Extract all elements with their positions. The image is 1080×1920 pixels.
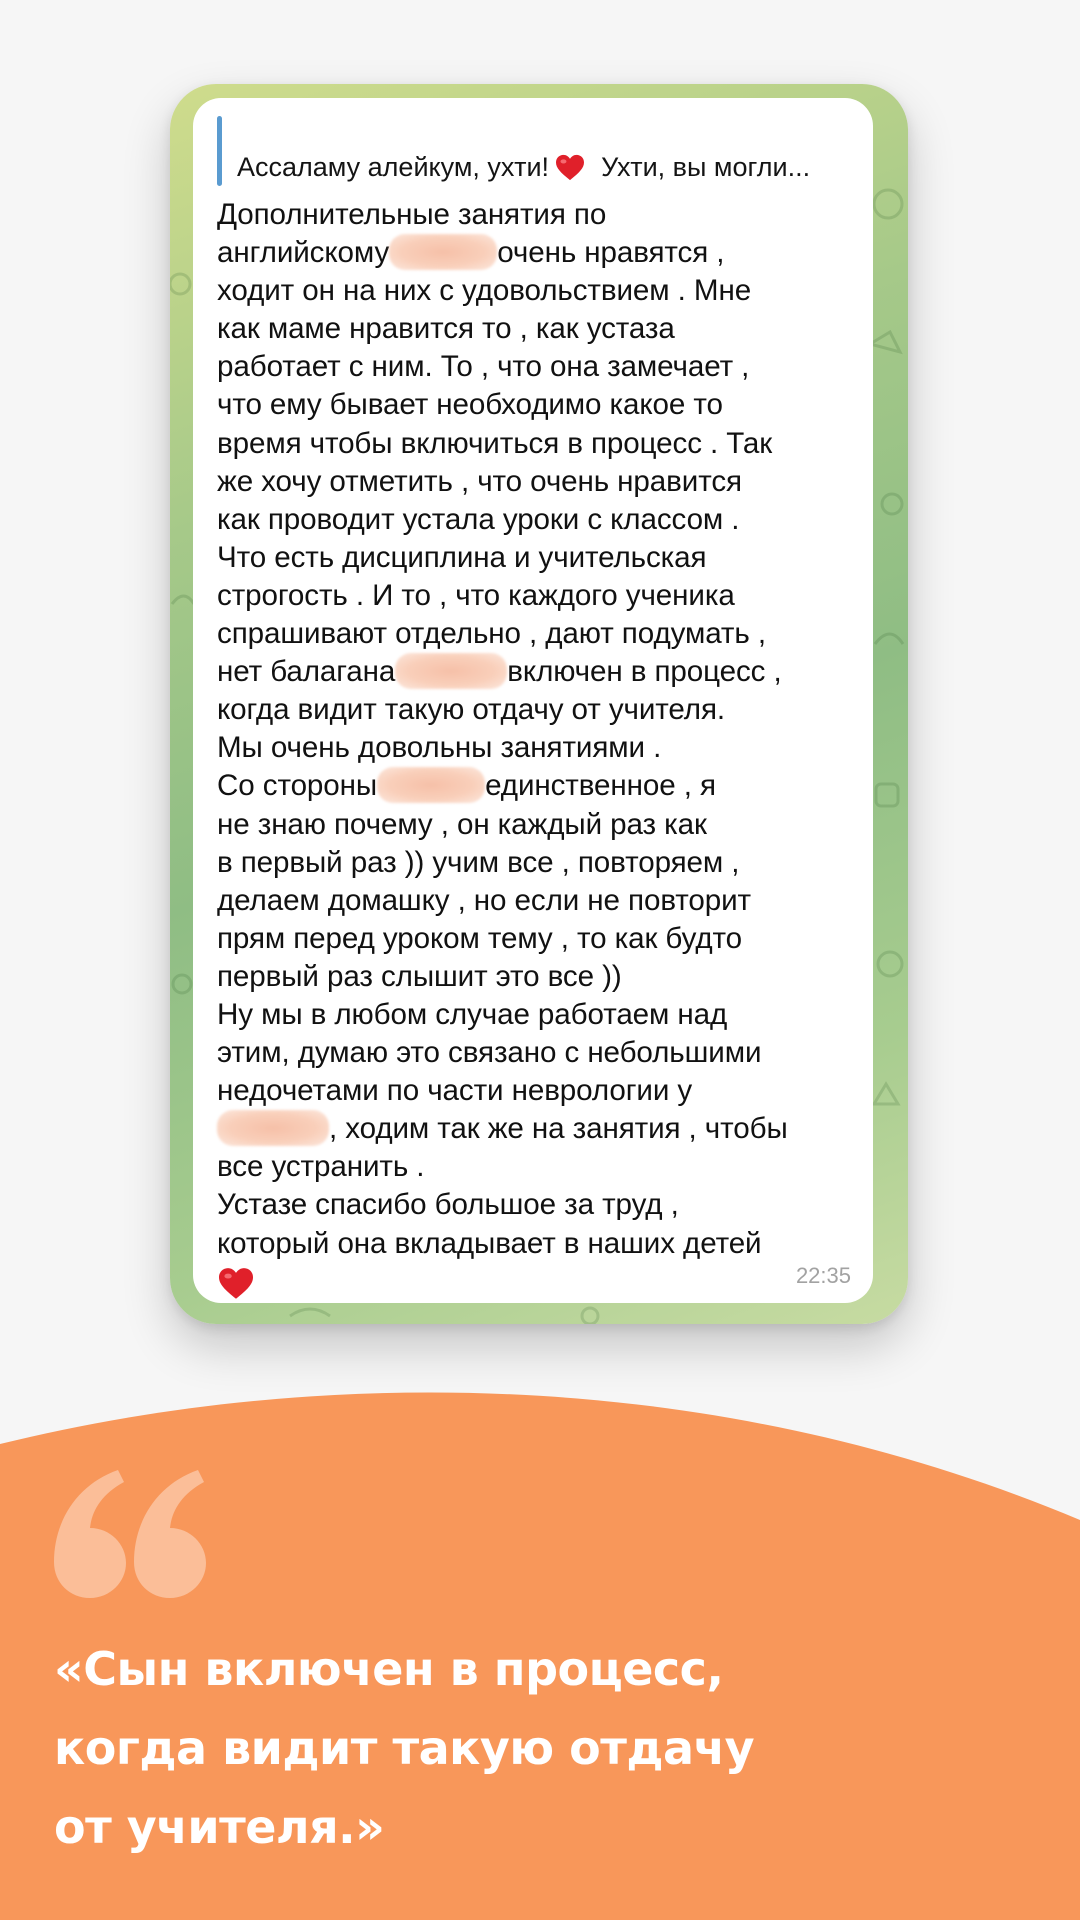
message-line: как маме нравится то , как устаза xyxy=(217,312,675,346)
message-line: Устазе спасибо большое за труд , xyxy=(217,1188,679,1222)
quote-line: «Сын включен в процесс, xyxy=(54,1642,724,1696)
message-line xyxy=(217,234,857,272)
redacted-name xyxy=(389,234,497,270)
message-line: первый раз слышит это все )) xyxy=(217,959,622,993)
message-line: который она вкладывает в наших детей xyxy=(217,1226,762,1260)
message-line xyxy=(217,1110,857,1148)
message-line: как проводит устала уроки с классом . xyxy=(217,502,740,536)
message-line-part: , ходим так же на занятия , чтобы xyxy=(329,1112,788,1146)
message-line: Ну мы в любом случае работаем над xyxy=(217,997,728,1031)
message-line: спрашивают отдельно , дают подумать , xyxy=(217,617,766,651)
redacted-name xyxy=(395,653,507,689)
message-line: когда видит такую отдачу от учителя. xyxy=(217,693,725,727)
quote-line: когда видит такую отдачу xyxy=(54,1721,755,1775)
message-line: время чтобы включиться в процесс . Так xyxy=(217,426,773,460)
message-line: Мы очень довольны занятиями . xyxy=(217,731,662,765)
message-line: что ему бывает необходимо какое то xyxy=(217,388,723,422)
redacted-name xyxy=(377,767,485,803)
message-line xyxy=(217,653,857,691)
message-line: строгость . И то , что каждого ученика xyxy=(217,578,735,612)
message-line: работает с ним. То , что она замечает , xyxy=(217,350,750,384)
message-line: недочетами по части неврологии у xyxy=(217,1074,693,1108)
message-line: не знаю почему , он каждый раз как xyxy=(217,807,707,841)
message-line-part: включен в процесс , xyxy=(507,655,782,689)
message-line: в первый раз )) учим все , повторяем , xyxy=(217,845,740,879)
quote-panel xyxy=(0,1380,1080,1920)
quote-mark-icon xyxy=(54,1470,206,1598)
message-line-part: Со стороны xyxy=(217,769,378,803)
redacted-name xyxy=(217,1110,329,1146)
message-line-part: нет балагана xyxy=(217,655,396,689)
message-line: этим, думаю это связано с небольшими xyxy=(217,1036,762,1070)
heart-emoji-icon xyxy=(217,1267,255,1301)
message-line: Что есть дисциплина и учительская xyxy=(217,540,707,574)
chat-screenshot-card xyxy=(170,84,908,1324)
reply-accent-bar xyxy=(217,116,222,186)
message-line: же хочу отметить , что очень нравится xyxy=(217,464,742,498)
message-line: прям перед уроком тему , то как будто xyxy=(217,921,742,955)
message-line xyxy=(217,767,857,805)
message-line: все устранить . xyxy=(217,1150,425,1184)
message-line: Дополнительные занятия по xyxy=(217,198,607,231)
reply-preview-text xyxy=(237,152,810,183)
message-timestamp: 22:35 xyxy=(795,1263,851,1288)
quote-line: от учителя.» xyxy=(54,1800,385,1854)
reply-preview[interactable] xyxy=(217,112,853,190)
quote-text xyxy=(54,1630,1014,1867)
message-bubble[interactable] xyxy=(193,98,873,1303)
reply-preview-text-part2: Ухти, вы могли... xyxy=(601,152,811,182)
message-line-part: английскому xyxy=(217,236,390,270)
message-line-part: единственное , я xyxy=(485,769,716,803)
message-line: ходит он на них с удовольствием . Мне xyxy=(217,274,752,308)
message-line-part: очень нравятся , xyxy=(497,236,725,270)
message-line: делаем домашку , но если не повторит xyxy=(217,883,752,917)
message-text xyxy=(217,196,857,1301)
heart-emoji-icon xyxy=(555,154,585,182)
reply-preview-text-part1: Ассаламу алейкум, ухти! xyxy=(237,152,550,182)
